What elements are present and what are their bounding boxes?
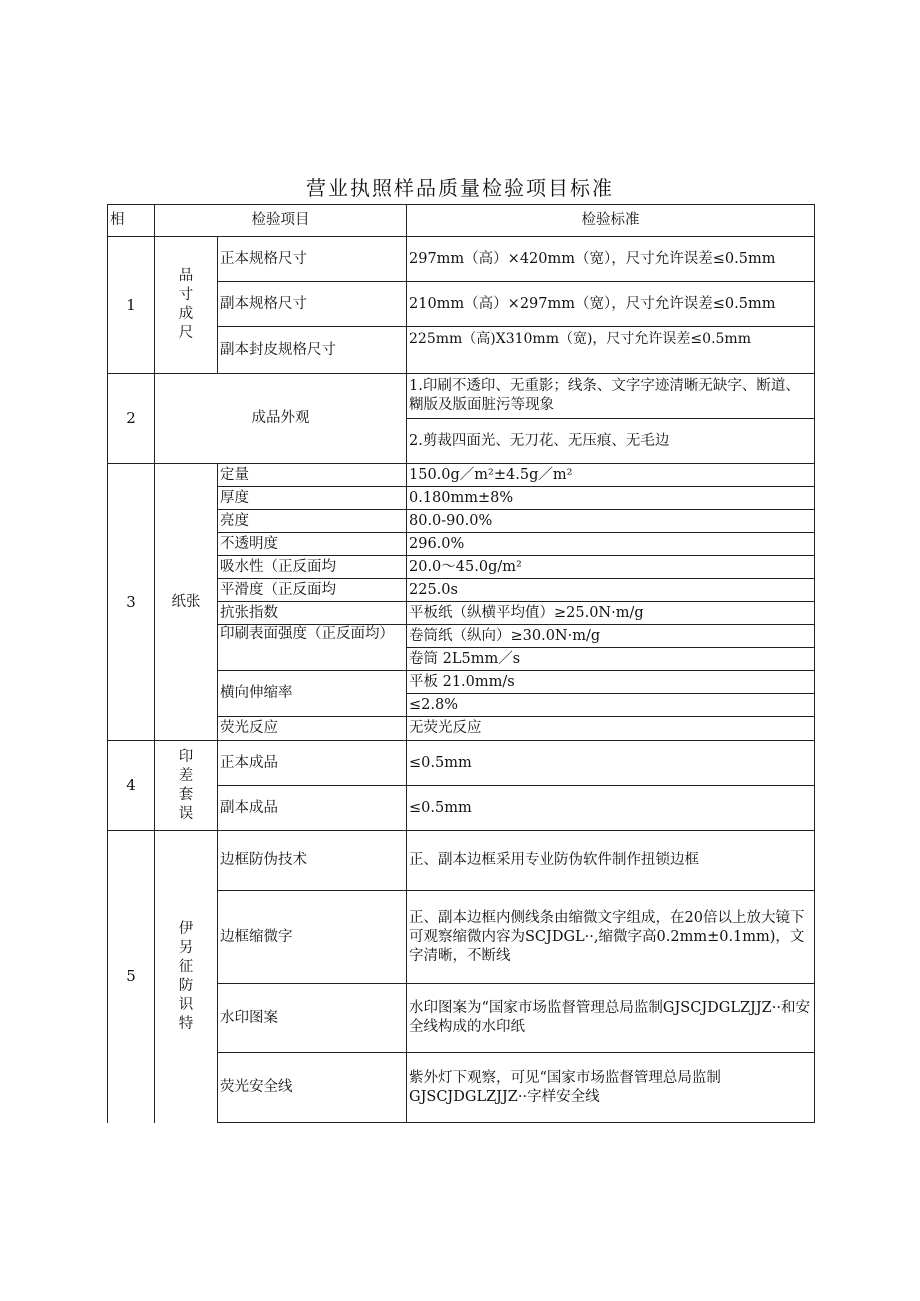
standard-text: 卷筒纸（纵向）≥30.0N·m/g: [407, 625, 815, 648]
group-number: 1: [108, 237, 155, 374]
header-seq: 相: [108, 205, 155, 237]
standard-text: 紫外灯下观察，可见“国家市场监督管理总局监制GJSCJDGLZJJZ··字样安全线: [407, 1053, 815, 1123]
standard-text: 2.剪裁四面光、无刀花、无压痕、无毛边: [407, 419, 815, 464]
group-number: 4: [108, 741, 155, 831]
table-row: [108, 464, 815, 487]
item-label: 吸水性（正反面均: [218, 556, 407, 579]
item-label: 不透明度: [218, 533, 407, 556]
item-label: 副本封皮规格尺寸: [218, 327, 407, 374]
item-label: 副本成品: [218, 786, 407, 831]
standard-text: 水印图案为“国家市场监督管理总局监制GJSCJDGLZJJZ··和安全线构成的水印纸: [407, 984, 815, 1053]
group-category: 印差套误: [155, 741, 218, 831]
item-label: 平滑度（正反面均: [218, 579, 407, 602]
standard-text: 297mm（高）×420mm（宽），尺寸允许误差≤0.5mm: [407, 237, 815, 282]
standard-text: ≤0.5mm: [407, 786, 815, 831]
item-label: 成品外观: [155, 374, 407, 464]
header-item: 检验项目: [155, 205, 407, 237]
standard-text: 150.0g／m²±4.5g／m²: [407, 464, 815, 487]
item-label: 横向伸缩率: [218, 671, 407, 717]
table-header-row: [108, 205, 815, 237]
standard-text: 225mm（高)X310mm（宽)，尺寸允许误差≤0.5mm: [407, 327, 815, 374]
standard-text: 225.0s: [407, 579, 815, 602]
standard-text: ≤2.8%: [407, 694, 815, 717]
item-label: 正本成品: [218, 741, 407, 786]
item-label: 边框防伪技术: [218, 831, 407, 891]
standard-text: 210mm（高）×297mm（宽），尺寸允许误差≤0.5mm: [407, 282, 815, 327]
standard-text: 20.0～45.0g/m²: [407, 556, 815, 579]
standard-text: 正、副本边框内侧线条由缩微文字组成，在20倍以上放大镜下可观察缩微内容为SCJDGL··,缩微字高0.2mm±0.1mm)，文字清晰，不断线: [407, 891, 815, 984]
standard-text: 无荧光反应: [407, 717, 815, 741]
document-title: 营业执照样品质量检验项目标准: [306, 176, 614, 200]
item-label: 水印图案: [218, 984, 407, 1053]
group-number: 3: [108, 464, 155, 741]
table-row: [108, 831, 815, 891]
group-number: 2: [108, 374, 155, 464]
group-category: 纸张: [155, 464, 218, 741]
item-label: 抗张指数: [218, 602, 407, 625]
item-label: 正本规格尺寸: [218, 237, 407, 282]
table-row: [108, 237, 815, 282]
standard-text: 正、副本边框采用专业防伪软件制作扭锁边框: [407, 831, 815, 891]
standard-text: 1.印刷不透印、无重影；线条、文字字迹清晰无缺字、断道、糊版及版面脏污等现象: [407, 374, 815, 419]
header-standard: 检验标准: [407, 205, 815, 237]
inspection-standards-table: [107, 204, 815, 1123]
item-label: 厚度: [218, 487, 407, 510]
group-category: 伊另征防识特: [155, 831, 218, 1123]
table-row: [108, 741, 815, 786]
item-label: 荧光反应: [218, 717, 407, 741]
standard-text: 平板纸（纵横平均值）≥25.0N·m/g: [407, 602, 815, 625]
standard-text: 80.0-90.0%: [407, 510, 815, 533]
group-category: 品寸成尺: [155, 237, 218, 374]
standard-text: ≤0.5mm: [407, 741, 815, 786]
standard-text: 296.0%: [407, 533, 815, 556]
group-number: 5: [108, 831, 155, 1123]
item-label: 副本规格尺寸: [218, 282, 407, 327]
item-label: 边框缩微字: [218, 891, 407, 984]
standard-text: 卷筒 2L5mm／s: [407, 648, 815, 671]
item-label: 亮度: [218, 510, 407, 533]
item-label: 印刷表面强度（正反面均）: [218, 625, 407, 671]
item-label: 荧光安全线: [218, 1053, 407, 1123]
standard-text: 平板 21.0mm/s: [407, 671, 815, 694]
item-label: 定量: [218, 464, 407, 487]
standard-text: 0.180mm±8%: [407, 487, 815, 510]
table-row: [108, 374, 815, 419]
